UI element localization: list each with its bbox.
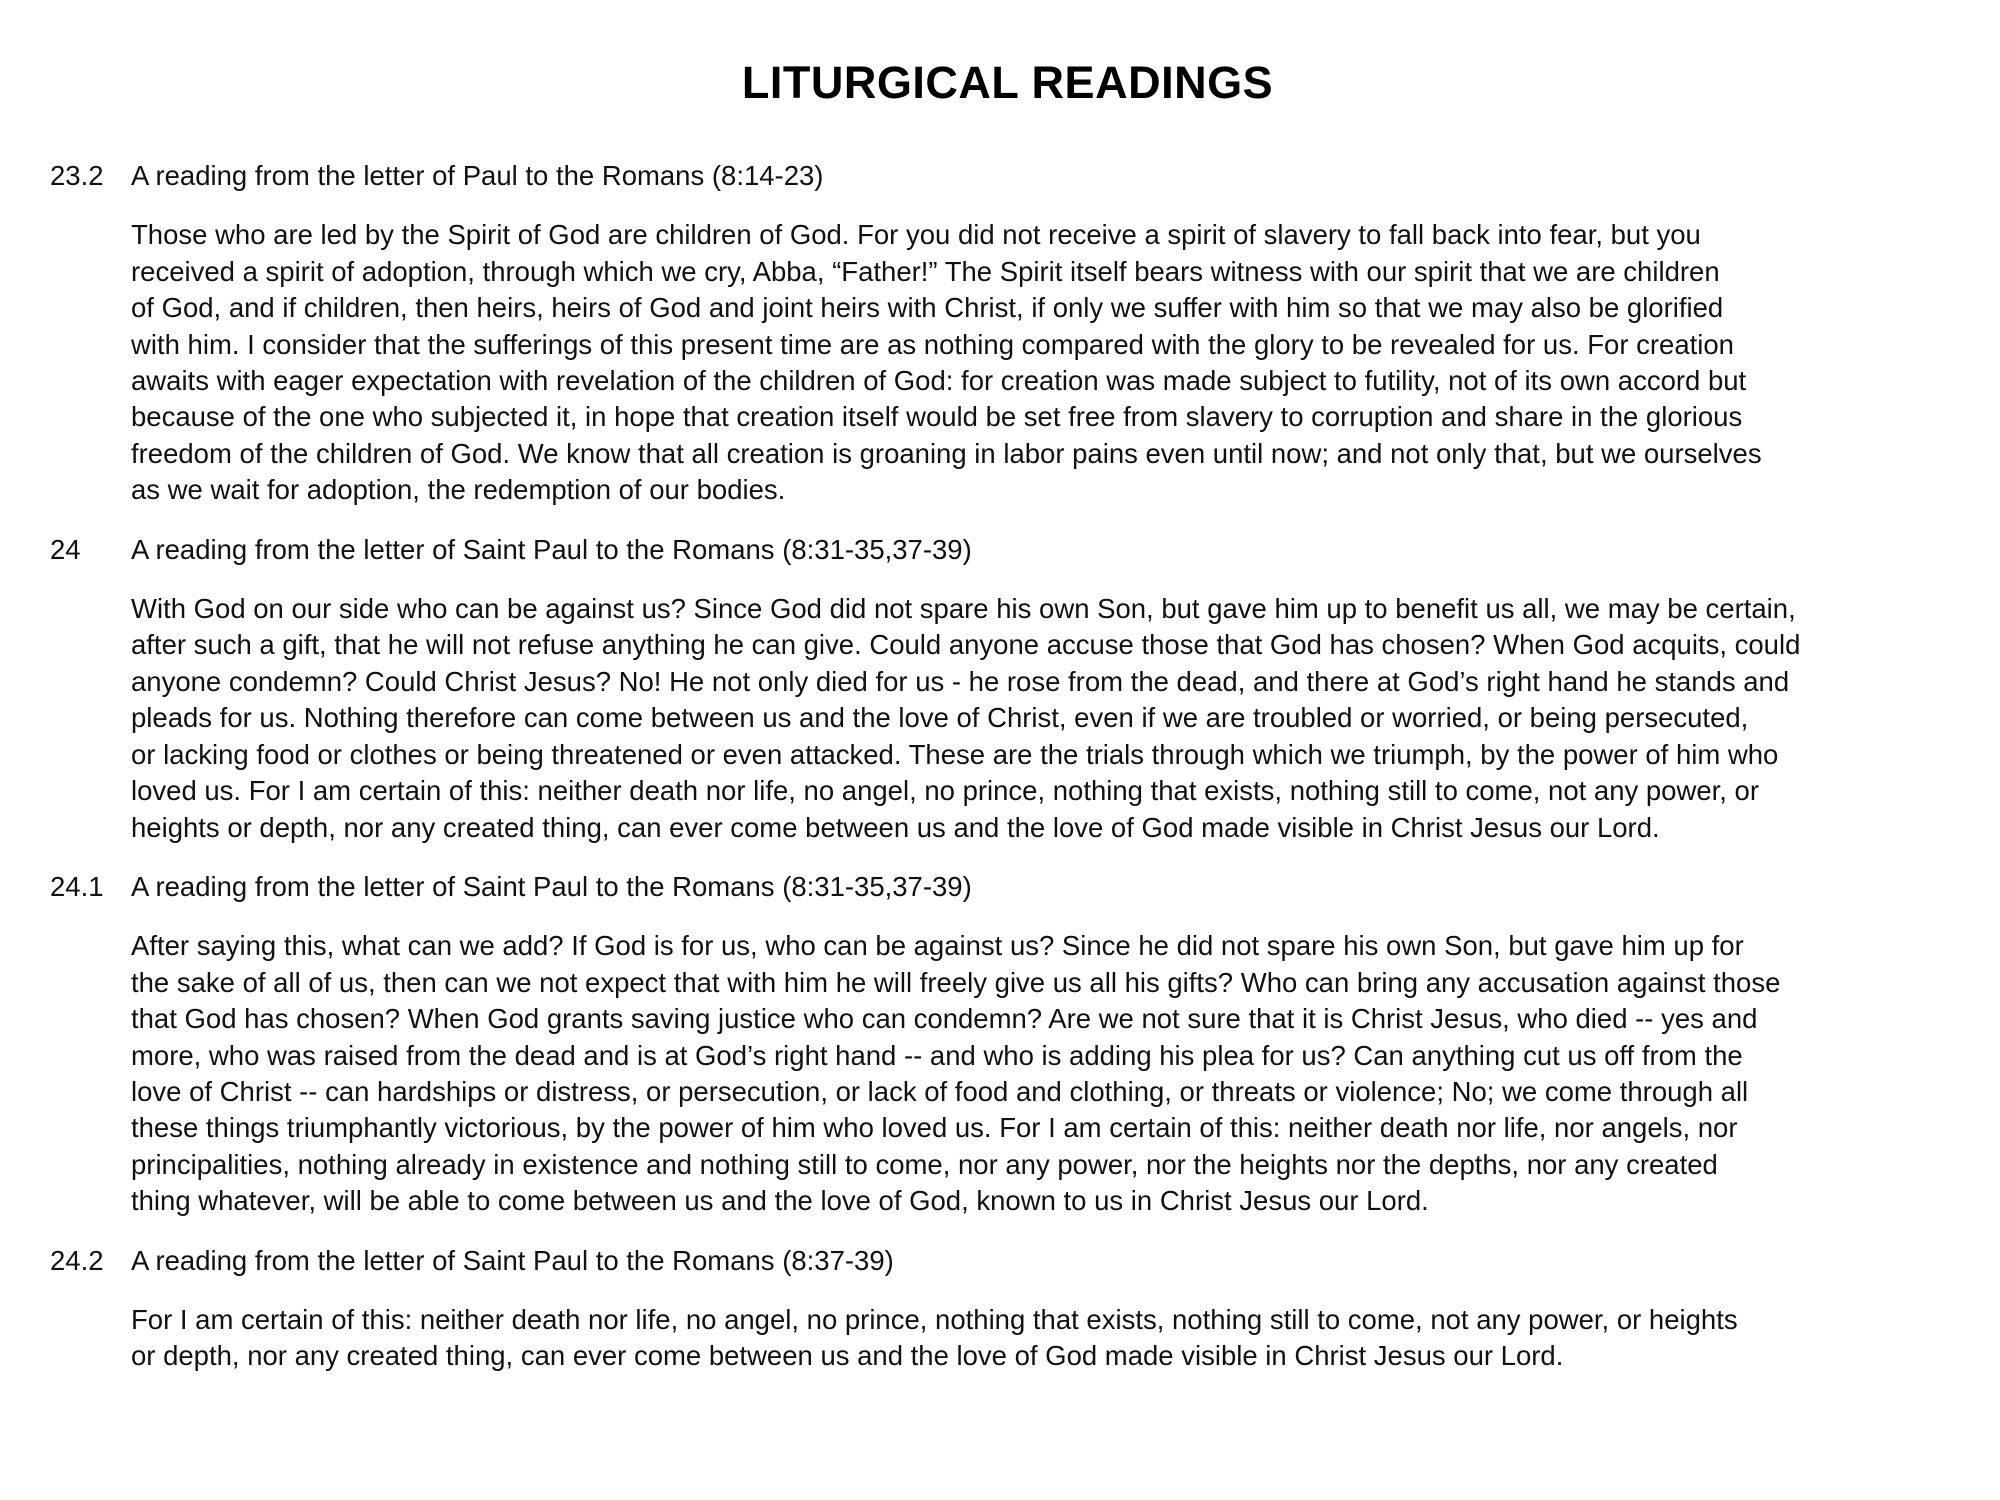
reading-text-line: thing whatever, will be able to come between us and the love of God, known to us in Christ Jesus our Lord. (131, 1185, 1429, 1217)
reading-text-line: love of Christ -- can hardships or distress, or persecution, or lack of food and clothing, or threats or violence; No; we come through all (131, 1075, 1749, 1107)
reading-text-line: after such a gift, that he will not refuse anything he can give. Could anyone accuse those that God has chosen? When God acquits, could (131, 629, 1801, 661)
reading-heading: A reading from the letter of Paul to the Romans (8:14-23) (131, 160, 824, 191)
reading-number: 24.1 (50, 870, 104, 902)
reading-text-line: received a spirit of adoption, through which we cry, Abba, “Father!” The Spirit itself bears witness with our spirit that we are children (131, 255, 1720, 287)
reading-text-line: that God has chosen? When God grants saving justice who can condemn? Are we not sure that it is Christ Jesus, who died -- yes and (131, 1003, 1758, 1035)
reading-text-line: anyone condemn? Could Christ Jesus? No! He not only died for us - he rose from the dead, and there at God’s right hand he stands and (131, 665, 1790, 697)
reading-text-line: awaits with eager expectation with revelation of the children of God: for creation was made subject to futility, not of its own accord but (131, 365, 1747, 397)
reading-text-line: as we wait for adoption, the redemption of our bodies. (131, 474, 786, 506)
reading-text-line: heights or depth, nor any created thing, can ever come between us and the love of God made visible in Christ Jesus our Lord. (131, 811, 1660, 843)
reading-text-line: the sake of all of us, then can we not expect that with him he will freely give us all his gifts? Who can bring any accusation against those (131, 966, 1781, 998)
reading-text (131, 928, 2000, 1219)
reading-text-line: more, who was raised from the dead and is at God’s right hand -- and who is adding his plea for us? Can anything cut us off from the (131, 1039, 1743, 1071)
reading-text-line: with him. I consider that the sufferings of this present time are as nothing compared with the glory to be revealed for us. For creation (131, 328, 1734, 360)
reading-text-line: pleads for us. Nothing therefore can come between us and the love of Christ, even if we are troubled or worried, or being persecuted, (131, 702, 1749, 734)
reading-24 (50, 532, 1970, 846)
reading-text-line: because of the one who subjected it, in hope that creation itself would be set free from slavery to corruption and share in the glorious (131, 401, 1743, 433)
reading-text (131, 591, 2000, 846)
reading-text-line: freedom of the children of God. We know that all creation is groaning in labor pains even until now; and not only that, but we ourselves (131, 437, 1762, 469)
reading-text-line: or lacking food or clothes or being threatened or even attacked. These are the trials through which we triumph, by the power of him who (131, 738, 1779, 770)
reading-24-1 (50, 869, 1970, 1220)
reading-text-line: or depth, nor any created thing, can ever come between us and the love of God made visible in Christ Jesus our Lord. (131, 1340, 1564, 1372)
readings-list (50, 158, 1970, 1398)
reading-text-line: principalities, nothing already in existence and nothing still to come, nor any power, nor the heights nor the depths, nor any created (131, 1148, 1718, 1180)
reading-text (131, 217, 2000, 508)
page-title: LITURGICAL READINGS (741, 57, 1274, 108)
reading-heading-row (50, 869, 1970, 905)
reading-24-2 (50, 1243, 1970, 1375)
reading-heading: A reading from the letter of Saint Paul to the Romans (8:37-39) (131, 1244, 894, 1276)
reading-text (131, 1302, 2000, 1375)
reading-text-line: With God on our side who can be against us? Since God did not spare his own Son, but gave him up to benefit us all, we may be certain, (131, 593, 1796, 625)
reading-text-line: After saying this, what can we add? If God is for us, who can be against us? Since he did not spare his own Son, but gave him up for (131, 930, 1744, 962)
reading-number: 24.2 (50, 1244, 104, 1276)
reading-text-line: these things triumphantly victorious, by the power of him who loved us. For I am certain of this: neither death nor life, nor angels, nor (131, 1112, 1738, 1144)
reading-heading-row (50, 532, 1970, 568)
reading-23-2 (50, 158, 1970, 509)
reading-number: 23.2 (50, 160, 104, 191)
reading-heading: A reading from the letter of Saint Paul to the Romans (8:31-35,37-39) (131, 533, 972, 565)
reading-heading-row (50, 1243, 1970, 1279)
reading-text-line: loved us. For I am certain of this: neither death nor life, no angel, no prince, nothing that exists, nothing still to come, not any power, or (131, 775, 1759, 807)
reading-text-line: Those who are led by the Spirit of God are children of God. For you did not receive a spirit of slavery to fall back into fear, but you (131, 219, 1701, 251)
reading-heading-row (50, 158, 1970, 194)
reading-text-line: For I am certain of this: neither death nor life, no angel, no prince, nothing that exists, nothing still to come, not any power, or heights (131, 1303, 1738, 1335)
reading-number: 24 (50, 533, 81, 565)
reading-text-line: of God, and if children, then heirs, heirs of God and joint heirs with Christ, if only we suffer with him so that we may also be glorified (131, 292, 1724, 324)
reading-heading: A reading from the letter of Saint Paul to the Romans (8:31-35,37-39) (131, 870, 972, 902)
